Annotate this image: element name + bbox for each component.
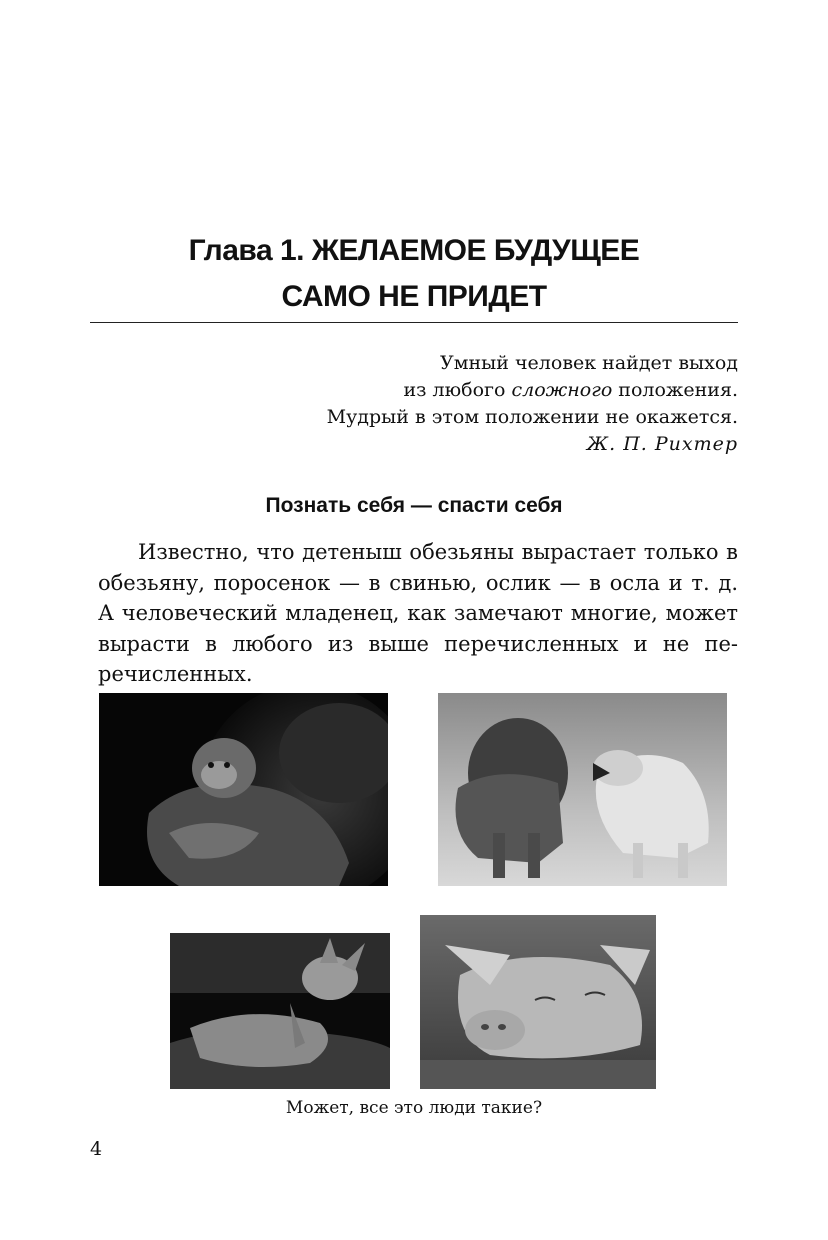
lion-dog-photo [438,693,727,886]
chimpanzee-photo [99,693,388,886]
title-divider [90,322,738,323]
epigraph [327,350,738,458]
epigraph-line2 [327,377,738,404]
body-paragraph: Известно, что детеныш обезьяны вырастает только в обезьяну, поросенок — в свинью, ослик — в осла и т. д. А человеческий младенец, как замечают многие, может вырасти в любого из выше перечисленных и не перечисленных. [98,540,738,686]
epigraph-line3: Мудрый в этом положении не окажется. [326,406,738,428]
page-number: 4 [90,1138,103,1160]
figure-caption: Может, все это люди такие? [285,1098,543,1118]
epigraph-line1: Умный человек найдет выход [440,352,738,374]
epigraph-line2-before: из любого [403,379,512,401]
epigraph-line2-after: положения. [612,379,738,401]
kangaroo-photo [170,933,390,1089]
chapter-title-line1: Глава 1. ЖЕЛАЕМОЕ БУДУЩЕЕ [188,234,640,267]
pig-photo [420,915,656,1089]
chapter-title-line2: САМО НЕ ПРИДЕТ [281,280,547,313]
epigraph-author: Ж. П. Рихтер [586,433,738,455]
section-title: Познать себя — спасти себя [265,494,563,517]
epigraph-line2-italic: сложного [511,379,613,401]
